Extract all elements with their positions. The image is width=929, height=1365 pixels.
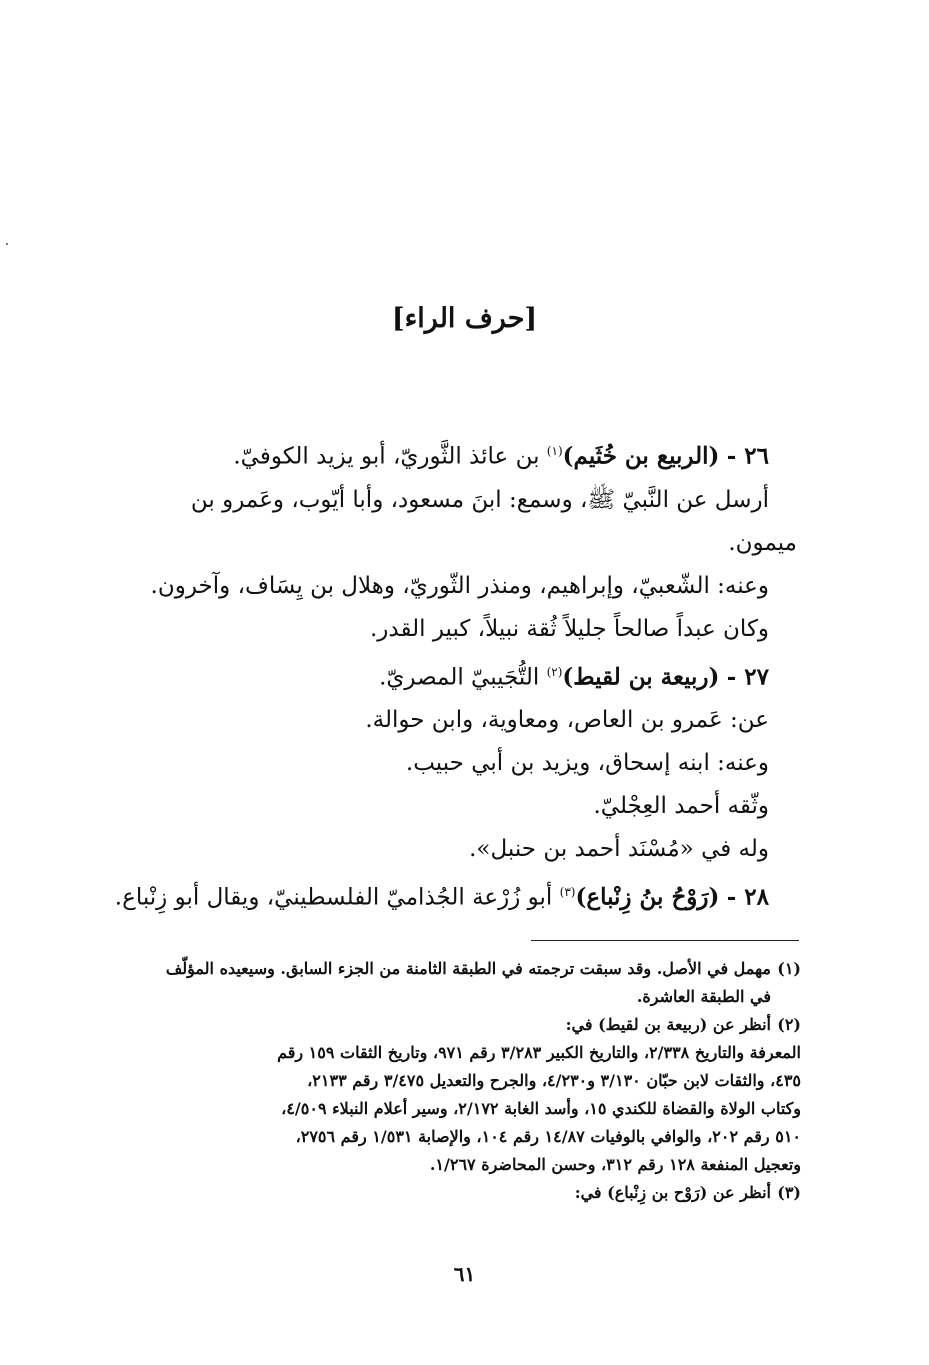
entry-name: (ربيعة بن لقيط) [562, 663, 720, 691]
entry-description: أبو زُرْعة الجُذاميّ الفلسطينيّ، ويقال أبو زِنْباع. [114, 884, 553, 911]
entry-number: ٢٦ - [726, 442, 769, 470]
main-text [109, 430, 797, 920]
footnote-marker: (١) [546, 444, 563, 458]
entry-line: وكان عبداً صالحاً جليلاً ثُقة نبيلاً، كبير القدر. [370, 615, 769, 642]
footnote-separator [531, 940, 799, 941]
footnotes [111, 955, 801, 1207]
entry-line: وله في «مُسْنَد أحمد بن حنبل». [469, 836, 769, 863]
footnote-text: أنظر عن (ربيعة بن لقيط) في: [565, 1015, 771, 1034]
entry-number: ٢٧ - [726, 663, 769, 691]
footnote-number: (١) [777, 959, 801, 978]
entry-description: بن عائذ الثَّوريّ، أبو يزيد الكوفيّ. [233, 443, 540, 470]
entry-name: (الربيع بن خُثَيم) [562, 442, 720, 470]
footnote-number: (٣) [777, 1183, 801, 1202]
entry-line: أرسل عن النَّبيّ ﷺ، وسمع: ابنَ مسعود، وأبا أيّوب، وعَمرو بن [190, 486, 769, 513]
chapter-heading: [حرف الراء] [391, 303, 538, 334]
footnote-text: أنظر عن (رَوْح بن زِنْباع) في: [574, 1183, 771, 1202]
footnote-text: وتعجيل المنفعة ١٢٨ رقم ٣١٢، وحسن المحاضرة ١/٢٦٧. [429, 1155, 801, 1174]
footnote-text: ٤٣٥، والثقات لابن حبّان ٣/١٣٠ و٤/٢٣٠، والجرح والتعديل ٣/٤٧٥ رقم ٢١٣٣، [307, 1071, 801, 1090]
scan-speck [6, 243, 8, 245]
footnote-number: (٢) [777, 1015, 801, 1034]
footnote-text: وكتاب الولاة والقضاة للكندي ١٥، وأسد الغابة ٢/١٧٢، وسير أعلام النبلاء ٤/٥٠٩، [281, 1099, 801, 1118]
entry-line: وثّقه أحمد العِجْليّ. [593, 793, 769, 820]
footnote-text: في الطبقة العاشرة. [636, 987, 771, 1006]
page-number: ٦١ [453, 1262, 476, 1286]
entry-line: وعنه: ابنه إسحاق، ويزيد بن أبي حبيب. [405, 750, 769, 777]
entry-title [109, 651, 769, 700]
footnote-marker: (٣) [559, 885, 576, 900]
footnote-text: ٥١٠ رقم ٢٠٢، والوافي بالوفيات ١٤/٨٧ رقم ١٠٤، والإصابة ١/٥٣١ رقم ٢٧٥٦، [295, 1127, 801, 1146]
entry-number: ٢٨ - [726, 883, 769, 911]
footnote-marker: (٢) [546, 664, 563, 679]
footnote-text: المعرفة والتاريخ ٢/٣٣٨، والتاريخ الكبير ٣/٢٨٣ رقم ٩٧١، وتاريخ الثقات ١٥٩ رقم [277, 1043, 801, 1062]
entry-name: (رَوْحُ بنُ زِنْباع) [575, 883, 720, 911]
entry-line: عن: عَمرو بن العاص، ومعاوية، وابن حوالة. [365, 707, 769, 734]
footnote [111, 1011, 801, 1179]
entry-title [109, 871, 769, 920]
footnote-text: مهمل في الأصل. وقد سبقت ترجمته في الطبقة الثامنة من الجزء السابق. وسيعيده المؤلّف [165, 959, 771, 978]
entry-description: التُّجَيبيّ المصريّ. [379, 664, 540, 691]
footnote [111, 955, 801, 1011]
entry-line: ميمون. [728, 529, 797, 556]
footnote [111, 1179, 801, 1207]
entry-title [109, 430, 769, 479]
entry-line: وعنه: الشّعبيّ، وإبراهيم، ومنذر الثّوريّ، وهلال بن يِسَاف، وآخرون. [150, 572, 769, 599]
